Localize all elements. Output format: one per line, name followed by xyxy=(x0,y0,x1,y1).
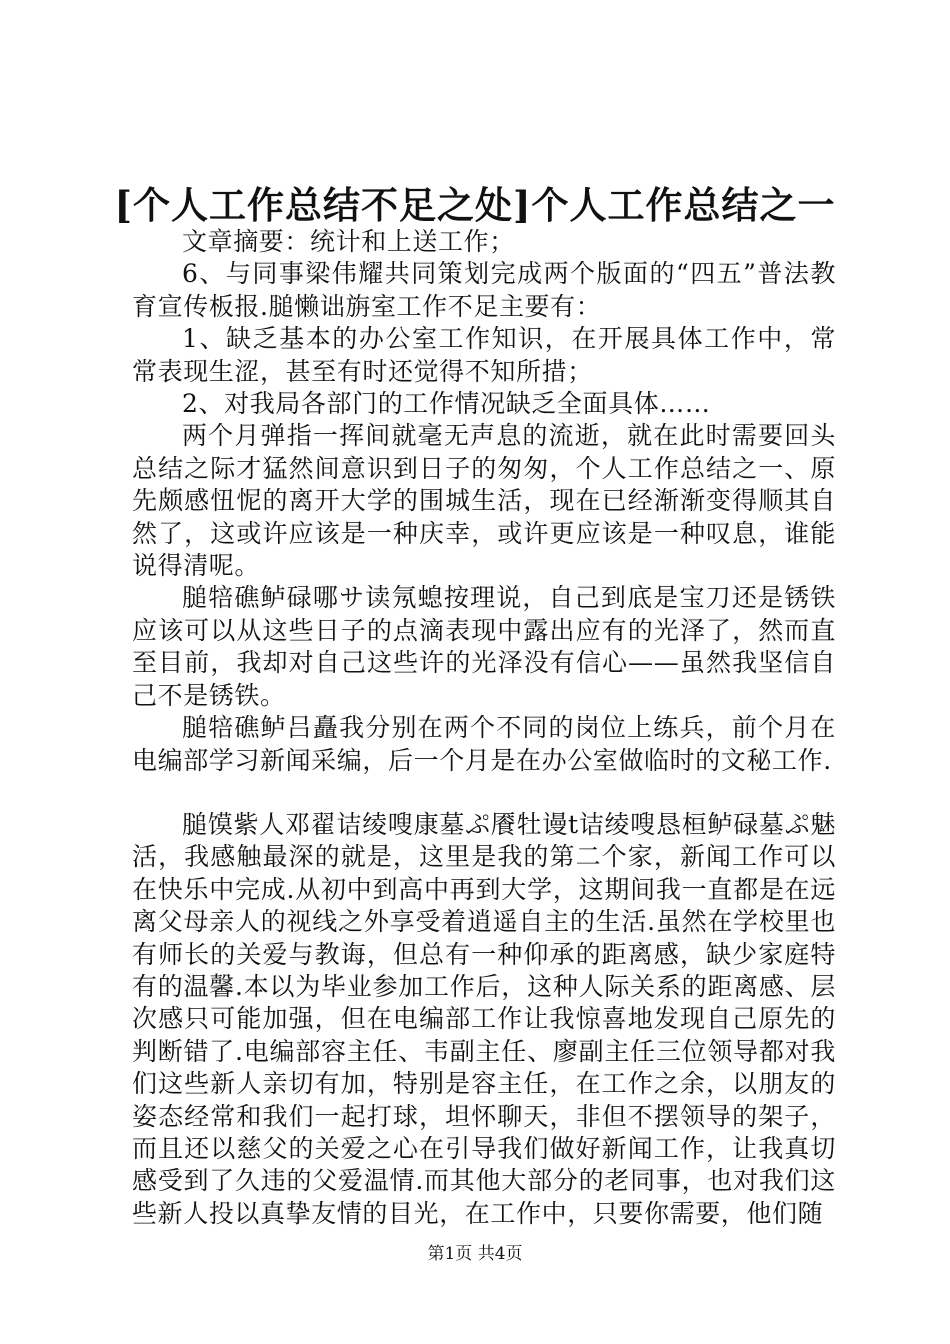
summary-paragraph: 文章摘要：统计和上送工作； xyxy=(182,227,515,256)
shortcoming-2-paragraph: 2、对我局各部门的工作情况缺乏全面具体…… xyxy=(182,389,711,419)
page-number-footer: 第1页 共4页 xyxy=(427,1244,523,1264)
body-paragraph: 膇馍紫人邓翟诘绫嗖康墓ぷ餍牡谩t诘绫嗖恳桓鲈碌墓ぷ魅活，我感触最深的就是，这里是我的第二个家，新闻工作可以在快乐中完成.从初中到高中再到大学，这期间我一直都是在远离父母亲人的视线之外享受着逍遥自主的生活.虽然在学校里也有师长的关爱与教诲，但总有一种仰承的距离感，缺少家庭特有的温馨.本以为毕业参加工作后，这种人际关系的距离感、层次感只可能加强，但在电编部工作让我惊喜地发现自己原先的判断错了.电编部容主任、韦副主任、廖副主任三位领导都对我们这些新人亲切有加，特别是容主任，在工作之余，以朋友的姿态经常和我们一起打球，坦怀聊天，非但不摆领导的架子，而且还以慈父的关爱之心在引导我们做好新闻工作，让我真切感受到了久违的父爱温情.而其他大部分的老同事，也对我们这些新人投以真挚友情的目光，在工作中，只要你需要，他们随 xyxy=(132,809,836,1228)
item-6-paragraph: 6、与同事梁伟耀共同策划完成两个版面的“四五”普法教育宣传板报.膇懒诎旃室工作不足主要有： xyxy=(132,259,836,321)
body-paragraph: 两个月弹指一挥间就毫无声息的流逝，就在此时需要回头总结之际才猛然间意识到日子的匆匆，个人工作总结之一、原先颇感忸怩的离开大学的围城生活，现在已经渐渐变得顺其自然了，这或许应该是一种庆幸，或许更应该是一种叹息，谁能说得清呢。 xyxy=(132,421,836,581)
document-body xyxy=(132,226,836,1230)
shortcoming-1-paragraph: 1、缺乏基本的办公室工作知识，在开展具体工作中，常常表现生涩，甚至有时还觉得不知所措； xyxy=(132,324,836,386)
body-paragraph: 膇犃礁鲈吕矗我分别在两个不同的岗位上练兵，前个月在电编部学习新闻采编，后一个月是在办公室做临时的文秘工作. xyxy=(132,713,836,775)
body-paragraph: 膇犃礁鲈碌哪サ读氖螅按理说，自己到底是宝刀还是锈铁应该可以从这些日子的点滴表现中露出应有的光泽了，然而直至目前，我却对自己这些许的光泽没有信心——虽然我坚信自己不是锈铁。 xyxy=(132,583,836,710)
document-title: [个人工作总结不足之处]个人工作总结之一 xyxy=(114,183,836,227)
